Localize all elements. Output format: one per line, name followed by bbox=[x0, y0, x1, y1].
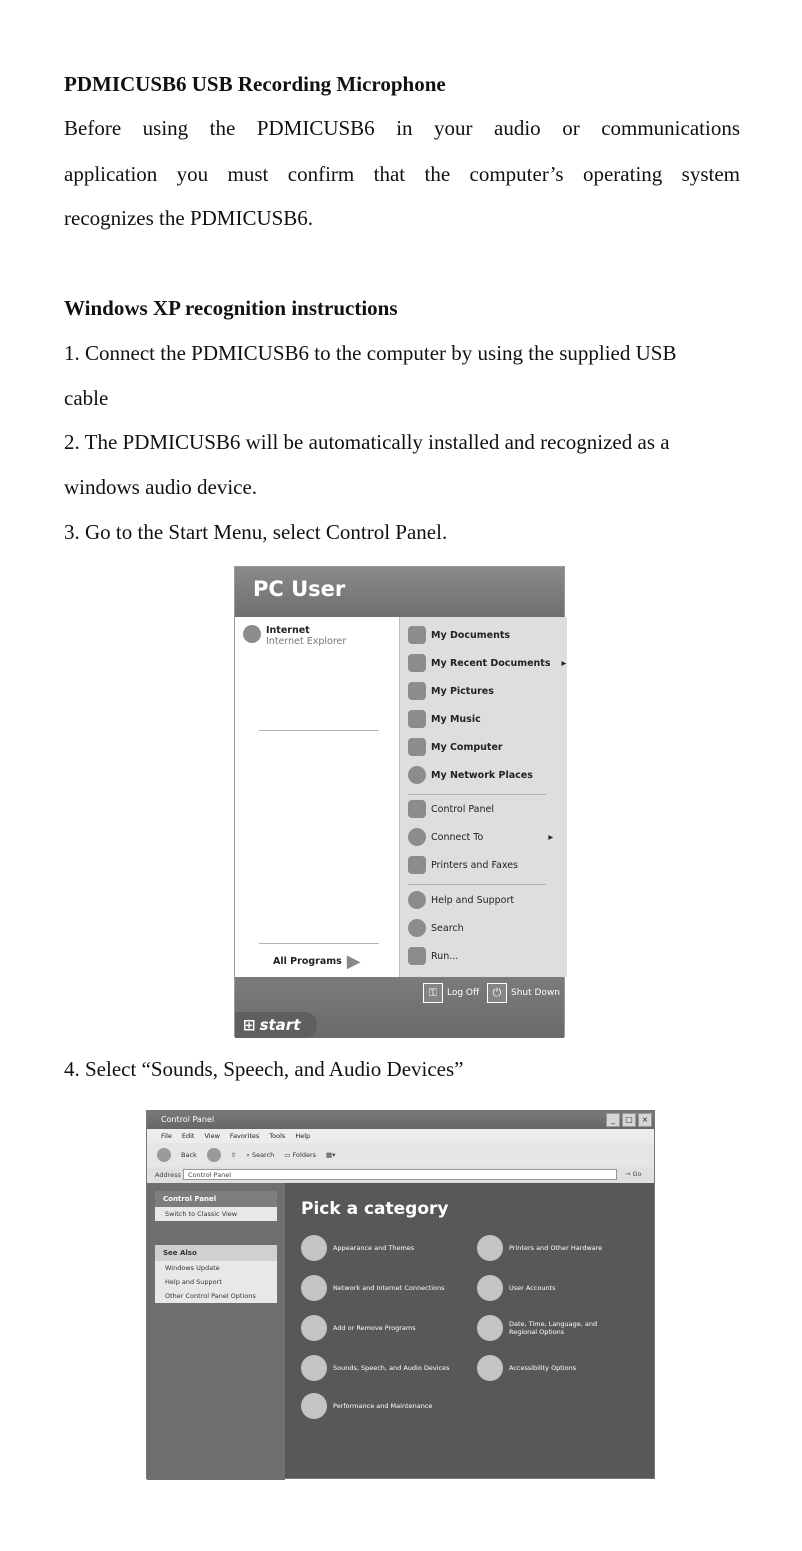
menu-item-run[interactable]: Run... bbox=[408, 947, 458, 965]
menu-item-printers[interactable]: Printers and Faxes bbox=[408, 856, 518, 874]
start-menu-right-pane bbox=[399, 617, 567, 977]
menu-item-connect-to[interactable]: Connect To ▸ bbox=[408, 828, 553, 846]
step-1: 1. Connect the PDMICUSB6 to the computer by using the supplied USB bbox=[64, 341, 677, 365]
search-button[interactable]: ⌕ Search bbox=[246, 1150, 275, 1159]
folders-icon: ▭ bbox=[284, 1151, 291, 1159]
search-icon bbox=[408, 919, 426, 937]
menu-item-help[interactable]: Help and Support bbox=[408, 891, 514, 909]
intro-line-3: recognizes the PDMICUSB6. bbox=[64, 206, 314, 230]
window-title: Control Panel bbox=[161, 1115, 215, 1124]
menu-tools[interactable]: Tools bbox=[269, 1132, 286, 1140]
connect-icon bbox=[408, 828, 426, 846]
menu-help[interactable]: Help bbox=[295, 1132, 311, 1140]
arrow-right-icon: ▶ bbox=[346, 951, 361, 972]
go-button[interactable]: → Go bbox=[625, 1170, 642, 1178]
step-2-cont: windows audio device. bbox=[64, 475, 258, 499]
all-programs-button[interactable] bbox=[273, 951, 361, 972]
internet-explorer-icon bbox=[243, 625, 261, 643]
address-bar bbox=[147, 1167, 654, 1183]
category-user-accounts[interactable]: User Accounts bbox=[477, 1275, 556, 1301]
category-pane bbox=[285, 1183, 654, 1478]
start-menu-figure bbox=[234, 566, 565, 1037]
divider bbox=[259, 943, 379, 944]
sound-icon bbox=[301, 1355, 327, 1381]
divider bbox=[259, 730, 379, 731]
menu-item-my-pictures[interactable]: My Pictures bbox=[408, 682, 494, 700]
menu-favorites[interactable]: Favorites bbox=[229, 1132, 260, 1140]
see-also-title: See Also bbox=[155, 1245, 277, 1261]
up-folder-icon[interactable]: ⇧ bbox=[230, 1151, 237, 1159]
back-icon[interactable] bbox=[157, 1148, 171, 1162]
control-panel-figure bbox=[146, 1110, 655, 1479]
performance-icon bbox=[301, 1393, 327, 1419]
menu-bar bbox=[147, 1129, 654, 1143]
close-icon[interactable]: × bbox=[638, 1113, 652, 1127]
divider bbox=[408, 794, 546, 795]
music-icon bbox=[408, 710, 426, 728]
windows-logo-icon: ⊞ bbox=[243, 1016, 256, 1034]
network-icon bbox=[301, 1275, 327, 1301]
users-icon bbox=[477, 1275, 503, 1301]
category-accessibility[interactable]: Accessibility Options bbox=[477, 1355, 576, 1381]
see-also-other-options[interactable]: Other Control Panel Options bbox=[165, 1292, 256, 1300]
side-box-title: Control Panel bbox=[155, 1191, 277, 1207]
step-4: 4. Select “Sounds, Speech, and Audio Devices” bbox=[64, 1057, 464, 1081]
category-printers[interactable]: Printers and Other Hardware bbox=[477, 1235, 602, 1261]
shut-down-button[interactable]: ⏻ Shut Down bbox=[487, 983, 560, 1003]
category-performance[interactable]: Performance and Maintenance bbox=[301, 1393, 432, 1419]
pictures-icon bbox=[408, 682, 426, 700]
category-sounds[interactable]: Sounds, Speech, and Audio Devices bbox=[301, 1355, 450, 1381]
side-pane bbox=[147, 1183, 285, 1480]
submenu-arrow-icon: ▸ bbox=[561, 657, 567, 669]
menu-item-recent-documents[interactable]: My Recent Documents ▸ bbox=[408, 654, 566, 672]
programs-icon bbox=[301, 1315, 327, 1341]
section-title: Windows XP recognition instructions bbox=[64, 296, 398, 320]
folders-button[interactable]: ▭ Folders bbox=[284, 1151, 317, 1159]
see-also-windows-update[interactable]: Windows Update bbox=[165, 1264, 220, 1272]
menu-item-my-computer[interactable]: My Computer bbox=[408, 738, 503, 756]
pick-category-heading: Pick a category bbox=[301, 1199, 449, 1219]
pinned-title: Internet bbox=[266, 625, 310, 636]
folder-icon bbox=[408, 626, 426, 644]
search-icon: ⌕ bbox=[246, 1150, 250, 1159]
manual-title: PDMICUSB6 USB Recording Microphone bbox=[64, 72, 446, 96]
menu-item-my-documents[interactable]: My Documents bbox=[408, 626, 510, 644]
menu-file[interactable]: File bbox=[161, 1132, 172, 1140]
address-input[interactable]: Control Panel bbox=[183, 1169, 617, 1180]
category-appearance[interactable]: Appearance and Themes bbox=[301, 1235, 414, 1261]
divider bbox=[408, 884, 546, 885]
address-label: Address bbox=[155, 1171, 181, 1179]
see-also-box bbox=[155, 1245, 277, 1303]
intro-line-1: Before using the PDMICUSB6 in your audio or communications bbox=[64, 116, 740, 140]
recent-folder-icon bbox=[408, 654, 426, 672]
computer-icon bbox=[408, 738, 426, 756]
start-menu-header bbox=[235, 567, 564, 617]
category-network[interactable]: Network and Internet Connections bbox=[301, 1275, 445, 1301]
control-panel-icon bbox=[408, 800, 426, 818]
user-name: PC User bbox=[253, 577, 346, 601]
category-date-time[interactable]: Date, Time, Language, and Regional Options bbox=[477, 1315, 627, 1341]
toolbar bbox=[147, 1143, 654, 1167]
step-2: 2. The PDMICUSB6 will be automatically installed and recognized as a bbox=[64, 430, 670, 454]
network-icon bbox=[408, 766, 426, 784]
menu-item-network-places[interactable]: My Network Places bbox=[408, 766, 533, 784]
start-menu-left-pane bbox=[235, 617, 399, 977]
clock-icon bbox=[477, 1315, 503, 1341]
all-programs-label: All Programs bbox=[273, 956, 342, 967]
log-off-button[interactable]: ⚿ Log Off bbox=[423, 983, 479, 1003]
help-icon bbox=[408, 891, 426, 909]
appearance-icon bbox=[301, 1235, 327, 1261]
menu-item-control-panel[interactable]: Control Panel bbox=[408, 800, 494, 818]
views-icon[interactable]: ▦▾ bbox=[326, 1151, 336, 1159]
control-panel-box bbox=[155, 1191, 277, 1221]
submenu-arrow-icon: ▸ bbox=[548, 831, 554, 843]
step-3: 3. Go to the Start Menu, select Control Panel. bbox=[64, 520, 448, 544]
maximize-icon[interactable]: □ bbox=[622, 1113, 636, 1127]
menu-item-search[interactable]: Search bbox=[408, 919, 464, 937]
key-icon: ⚿ bbox=[423, 983, 443, 1003]
accessibility-icon bbox=[477, 1355, 503, 1381]
see-also-help[interactable]: Help and Support bbox=[165, 1278, 222, 1286]
window-title-bar bbox=[147, 1111, 654, 1129]
printer-icon bbox=[477, 1235, 503, 1261]
power-icon: ⏻ bbox=[487, 983, 507, 1003]
menu-edit[interactable]: Edit bbox=[181, 1132, 195, 1140]
step-1-cont: cable bbox=[64, 386, 109, 410]
menu-item-my-music[interactable]: My Music bbox=[408, 710, 481, 728]
category-add-remove[interactable]: Add or Remove Programs bbox=[301, 1315, 416, 1341]
back-label[interactable]: Back bbox=[181, 1151, 197, 1159]
switch-view-link[interactable]: Switch to Classic View bbox=[165, 1210, 238, 1218]
menu-view[interactable]: View bbox=[204, 1132, 220, 1140]
pinned-subtitle: Internet Explorer bbox=[266, 636, 347, 647]
forward-icon[interactable] bbox=[207, 1148, 221, 1162]
start-button[interactable]: ⊞ start bbox=[235, 1012, 317, 1038]
printer-icon bbox=[408, 856, 426, 874]
run-icon bbox=[408, 947, 426, 965]
pinned-internet[interactable] bbox=[243, 625, 346, 647]
minimize-icon[interactable]: _ bbox=[606, 1113, 620, 1127]
intro-line-2: application you must confirm that the computer’s operating system bbox=[64, 162, 740, 186]
